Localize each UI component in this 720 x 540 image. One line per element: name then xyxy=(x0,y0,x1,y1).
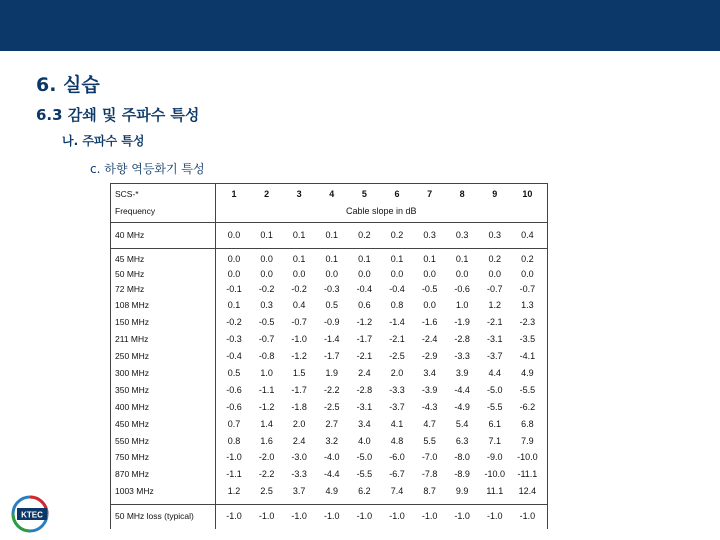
table-cell: 0.0 xyxy=(260,254,273,264)
table-cell: -0.4 xyxy=(356,284,373,294)
column-header-10: 10 xyxy=(522,189,533,199)
table-cell: -0.9 xyxy=(324,317,340,327)
table-cell: 5.5 xyxy=(423,436,436,446)
table-cell: -4.1 xyxy=(519,351,536,361)
table-cell: -4.0 xyxy=(324,452,340,462)
table-cell: -4.4 xyxy=(454,385,470,395)
table-cell: 6.3 xyxy=(455,436,469,446)
table-cell: 8.7 xyxy=(423,486,436,496)
row-label: 1003 MHz xyxy=(115,486,154,496)
table-cell: 2.4 xyxy=(292,436,306,446)
table-cell: 3.4 xyxy=(358,419,371,429)
table-cell: 0.3 xyxy=(488,230,502,240)
scs-header-label: SCS-* xyxy=(115,189,139,199)
table-cell: 0.4 xyxy=(292,300,306,310)
column-header-9: 9 xyxy=(492,189,498,199)
table-cell: -0.3 xyxy=(324,284,340,294)
table-cell: 7.1 xyxy=(488,436,502,446)
column-header-2: 2 xyxy=(264,189,270,199)
table-cell: 4.4 xyxy=(488,368,502,378)
row-label: 400 MHz xyxy=(115,402,150,412)
table-cell: 0.3 xyxy=(260,300,273,310)
loss-cell: -1.0 xyxy=(454,511,470,521)
table-cell: -2.5 xyxy=(324,402,340,412)
table-cell: 1.3 xyxy=(521,300,534,310)
table-cell: 0.1 xyxy=(260,230,273,240)
unit-header-label: Cable slope in dB xyxy=(346,206,417,216)
table-cell: 1.0 xyxy=(260,368,273,378)
table-cell: -2.5 xyxy=(389,351,405,361)
row-label: 40 MHz xyxy=(115,230,145,240)
table-cell: -8.0 xyxy=(454,452,470,462)
row-label: 870 MHz xyxy=(115,469,150,479)
table-cell: -8.9 xyxy=(454,469,470,479)
table-cell: -1.7 xyxy=(324,351,340,361)
table-cell: 3.7 xyxy=(292,486,306,496)
table-cell: -0.7 xyxy=(258,334,275,344)
table-cell: -6.2 xyxy=(519,402,536,412)
column-header-8: 8 xyxy=(459,189,465,199)
column-header-3: 3 xyxy=(296,189,302,199)
table-cell: 0.8 xyxy=(390,300,404,310)
heading-section: 6.3 감쇄 및 주파수 특성 xyxy=(36,106,200,124)
row-label: 150 MHz xyxy=(115,317,150,327)
table-cell: -3.7 xyxy=(389,402,405,412)
table-cell: 0.4 xyxy=(521,230,534,240)
table-cell: 1.4 xyxy=(260,419,273,429)
table-cell: 0.5 xyxy=(325,300,339,310)
loss-cell: -1.0 xyxy=(324,511,340,521)
table-cell: 2.4 xyxy=(358,368,371,378)
table-cell: -1.4 xyxy=(389,317,405,327)
table-cell: 0.1 xyxy=(390,254,404,264)
heading-subsection: 나. 주파수 특성 xyxy=(62,134,145,148)
table-cell: 2.7 xyxy=(325,419,339,429)
loss-cell: -1.0 xyxy=(291,511,307,521)
table-cell: -3.0 xyxy=(291,452,307,462)
table-cell: 0.2 xyxy=(488,254,502,264)
table-cell: -5.0 xyxy=(487,385,503,395)
table-cell: 0.1 xyxy=(455,254,469,264)
loss-cell: -1.0 xyxy=(421,511,438,521)
heading-item: c. 하향 역등화기 특성 xyxy=(90,162,205,176)
table-cell: 0.0 xyxy=(423,269,436,279)
table-cell: 0.1 xyxy=(423,254,436,264)
table-cell: -1.9 xyxy=(454,317,470,327)
table-cell: 0.1 xyxy=(292,230,306,240)
loss-row-label: 50 MHz loss (typical) xyxy=(115,511,194,521)
table-cell: 11.1 xyxy=(486,486,504,496)
table-cell: -1.0 xyxy=(291,334,307,344)
table-cell: -2.9 xyxy=(421,351,438,361)
table-cell: -5.5 xyxy=(356,469,373,479)
table-cell: 1.2 xyxy=(227,486,241,496)
table-cell: -4.9 xyxy=(454,402,470,412)
table-cell: -9.0 xyxy=(487,452,503,462)
table-cell: 1.0 xyxy=(455,300,469,310)
loss-cell: -1.0 xyxy=(519,511,536,521)
row-label: 211 MHz xyxy=(115,334,149,344)
table-cell: 0.1 xyxy=(358,254,371,264)
table-cell: -4.3 xyxy=(421,402,438,412)
table-rule xyxy=(111,222,547,223)
table-cell: 4.1 xyxy=(390,419,404,429)
column-header-5: 5 xyxy=(361,189,367,199)
table-cell: 0.5 xyxy=(227,368,241,378)
table-cell: -2.3 xyxy=(519,317,536,327)
table-cell: 1.2 xyxy=(488,300,502,310)
table-cell: -3.7 xyxy=(487,351,503,361)
column-header-1: 1 xyxy=(231,189,237,199)
table-cell: -5.5 xyxy=(519,385,536,395)
table-cell: 0.3 xyxy=(423,230,436,240)
table-cell: -0.4 xyxy=(226,351,242,361)
table-cell: -6.0 xyxy=(389,452,405,462)
row-label: 72 MHz xyxy=(115,284,145,294)
table-cell: 0.1 xyxy=(227,300,241,310)
table-cell: 0.0 xyxy=(260,269,273,279)
table-cell: -1.1 xyxy=(258,385,275,395)
row-label: 108 MHz xyxy=(115,300,150,310)
table-cell: -0.6 xyxy=(454,284,470,294)
table-cell: -3.3 xyxy=(454,351,470,361)
frequency-header-label: Frequency xyxy=(115,206,156,216)
table-cell: 6.1 xyxy=(488,419,502,429)
table-cell: -0.5 xyxy=(258,317,275,327)
table-cell: -0.1 xyxy=(226,284,242,294)
table-cell: -1.7 xyxy=(356,334,373,344)
table-cell: 0.1 xyxy=(325,254,339,264)
loss-cell: -1.0 xyxy=(258,511,275,521)
loss-cell: -1.0 xyxy=(226,511,242,521)
table-cell: 4.0 xyxy=(358,436,371,446)
table-cell: 4.9 xyxy=(325,486,339,496)
row-label: 750 MHz xyxy=(115,452,150,462)
table-cell: 5.4 xyxy=(455,419,469,429)
table-cell: 0.0 xyxy=(488,269,502,279)
row-label: 300 MHz xyxy=(115,368,150,378)
table-cell: -5.5 xyxy=(487,402,503,412)
table-cell: -6.7 xyxy=(389,469,405,479)
table-cell: 12.4 xyxy=(518,486,537,496)
table-cell: 4.7 xyxy=(423,419,436,429)
heading-chapter: 6. 실습 xyxy=(36,74,100,96)
table-cell: 0.7 xyxy=(227,419,241,429)
table-cell: -5.0 xyxy=(356,452,373,462)
row-label: 450 MHz xyxy=(115,419,150,429)
table-cell: -1.2 xyxy=(291,351,307,361)
table-cell: -1.2 xyxy=(258,402,275,412)
table-cell: -0.6 xyxy=(226,402,242,412)
table-cell: 3.4 xyxy=(423,368,436,378)
table-cell: -0.4 xyxy=(389,284,405,294)
loss-cell: -1.0 xyxy=(356,511,373,521)
table-cell: -1.1 xyxy=(226,469,242,479)
table-cell: -0.5 xyxy=(421,284,438,294)
table-cell: 4.9 xyxy=(521,368,534,378)
table-cell: 7.4 xyxy=(390,486,404,496)
table-cell: -0.6 xyxy=(226,385,242,395)
table-cell: -2.4 xyxy=(421,334,438,344)
row-label: 250 MHz xyxy=(115,351,150,361)
table-cell: 0.0 xyxy=(227,269,241,279)
table-cell: 0.3 xyxy=(455,230,469,240)
loss-cell: -1.0 xyxy=(389,511,405,521)
column-header-4: 4 xyxy=(329,189,335,199)
column-header-6: 6 xyxy=(394,189,400,199)
table-cell: -2.0 xyxy=(258,452,275,462)
table-cell: 4.8 xyxy=(390,436,404,446)
table-cell: 0.0 xyxy=(455,269,469,279)
table-cell: -0.2 xyxy=(258,284,275,294)
table-cell: 2.0 xyxy=(390,368,404,378)
table-cell: 1.6 xyxy=(260,436,273,446)
table-cell: 0.0 xyxy=(423,300,436,310)
table-cell: -2.2 xyxy=(258,469,275,479)
table-cell: 0.8 xyxy=(227,436,241,446)
table-cell: -2.8 xyxy=(454,334,470,344)
table-cell: -7.0 xyxy=(421,452,438,462)
table-cell: -0.3 xyxy=(226,334,242,344)
table-cell: -10.0 xyxy=(517,452,538,462)
table-cell: 6.8 xyxy=(521,419,534,429)
table-cell: 3.9 xyxy=(455,368,469,378)
table-cell: -1.7 xyxy=(291,385,307,395)
svg-text:KTEC: KTEC xyxy=(21,510,43,520)
table-cell: -1.2 xyxy=(356,317,373,327)
table-cell: -3.3 xyxy=(291,469,307,479)
table-cell: -0.2 xyxy=(291,284,307,294)
table-cell: 0.0 xyxy=(521,269,534,279)
table-cell: 0.2 xyxy=(390,230,404,240)
table-divider-vertical xyxy=(215,184,216,529)
table-cell: -2.1 xyxy=(356,351,373,361)
table-cell: 6.2 xyxy=(358,486,371,496)
row-label: 50 MHz xyxy=(115,269,145,279)
table-cell: -4.4 xyxy=(324,469,340,479)
table-rule xyxy=(111,248,547,249)
row-label: 350 MHz xyxy=(115,385,150,395)
table-cell: 0.0 xyxy=(325,269,339,279)
table-cell: -2.1 xyxy=(487,317,503,327)
table-cell: -0.7 xyxy=(487,284,503,294)
table-cell: -1.4 xyxy=(324,334,340,344)
table-cell: -11.1 xyxy=(517,469,538,479)
table-cell: 0.6 xyxy=(358,300,371,310)
table-cell: -0.2 xyxy=(226,317,242,327)
table-cell: 1.5 xyxy=(292,368,306,378)
table-cell: -2.2 xyxy=(324,385,340,395)
table-cell: 0.2 xyxy=(521,254,534,264)
loss-cell: -1.0 xyxy=(487,511,503,521)
table-cell: -3.9 xyxy=(421,385,438,395)
table-cell: 0.0 xyxy=(390,269,404,279)
row-label: 45 MHz xyxy=(115,254,145,264)
column-header-7: 7 xyxy=(427,189,433,199)
table-cell: 3.2 xyxy=(325,436,339,446)
table-cell: -10.0 xyxy=(484,469,506,479)
table-cell: -1.8 xyxy=(291,402,307,412)
table-cell: -3.5 xyxy=(519,334,536,344)
table-cell: 0.0 xyxy=(358,269,371,279)
table-cell: 0.1 xyxy=(325,230,339,240)
header-bar xyxy=(0,0,720,51)
frequency-slope-table xyxy=(110,183,548,529)
table-cell: -0.7 xyxy=(519,284,536,294)
table-cell: -3.1 xyxy=(487,334,503,344)
table-cell: 7.9 xyxy=(521,436,534,446)
table-cell: 2.0 xyxy=(292,419,306,429)
table-cell: 0.0 xyxy=(292,269,306,279)
table-cell: 0.0 xyxy=(227,254,241,264)
table-cell: -3.3 xyxy=(389,385,405,395)
table-cell: -0.8 xyxy=(258,351,275,361)
table-cell: 0.2 xyxy=(358,230,371,240)
table-cell: -3.1 xyxy=(356,402,373,412)
table-cell: -2.1 xyxy=(389,334,405,344)
table-cell: -1.6 xyxy=(421,317,438,327)
row-label: 550 MHz xyxy=(115,436,150,446)
table-cell: 9.9 xyxy=(455,486,469,496)
table-cell: -0.7 xyxy=(291,317,307,327)
table-cell: 0.1 xyxy=(292,254,306,264)
table-cell: -2.8 xyxy=(356,385,373,395)
ktec-logo xyxy=(8,493,60,535)
table-cell: 2.5 xyxy=(260,486,273,496)
table-cell: -1.0 xyxy=(226,452,242,462)
table-cell: 0.0 xyxy=(227,230,241,240)
table-cell: 1.9 xyxy=(325,368,339,378)
table-cell: -7.8 xyxy=(421,469,438,479)
table-rule xyxy=(111,504,547,505)
